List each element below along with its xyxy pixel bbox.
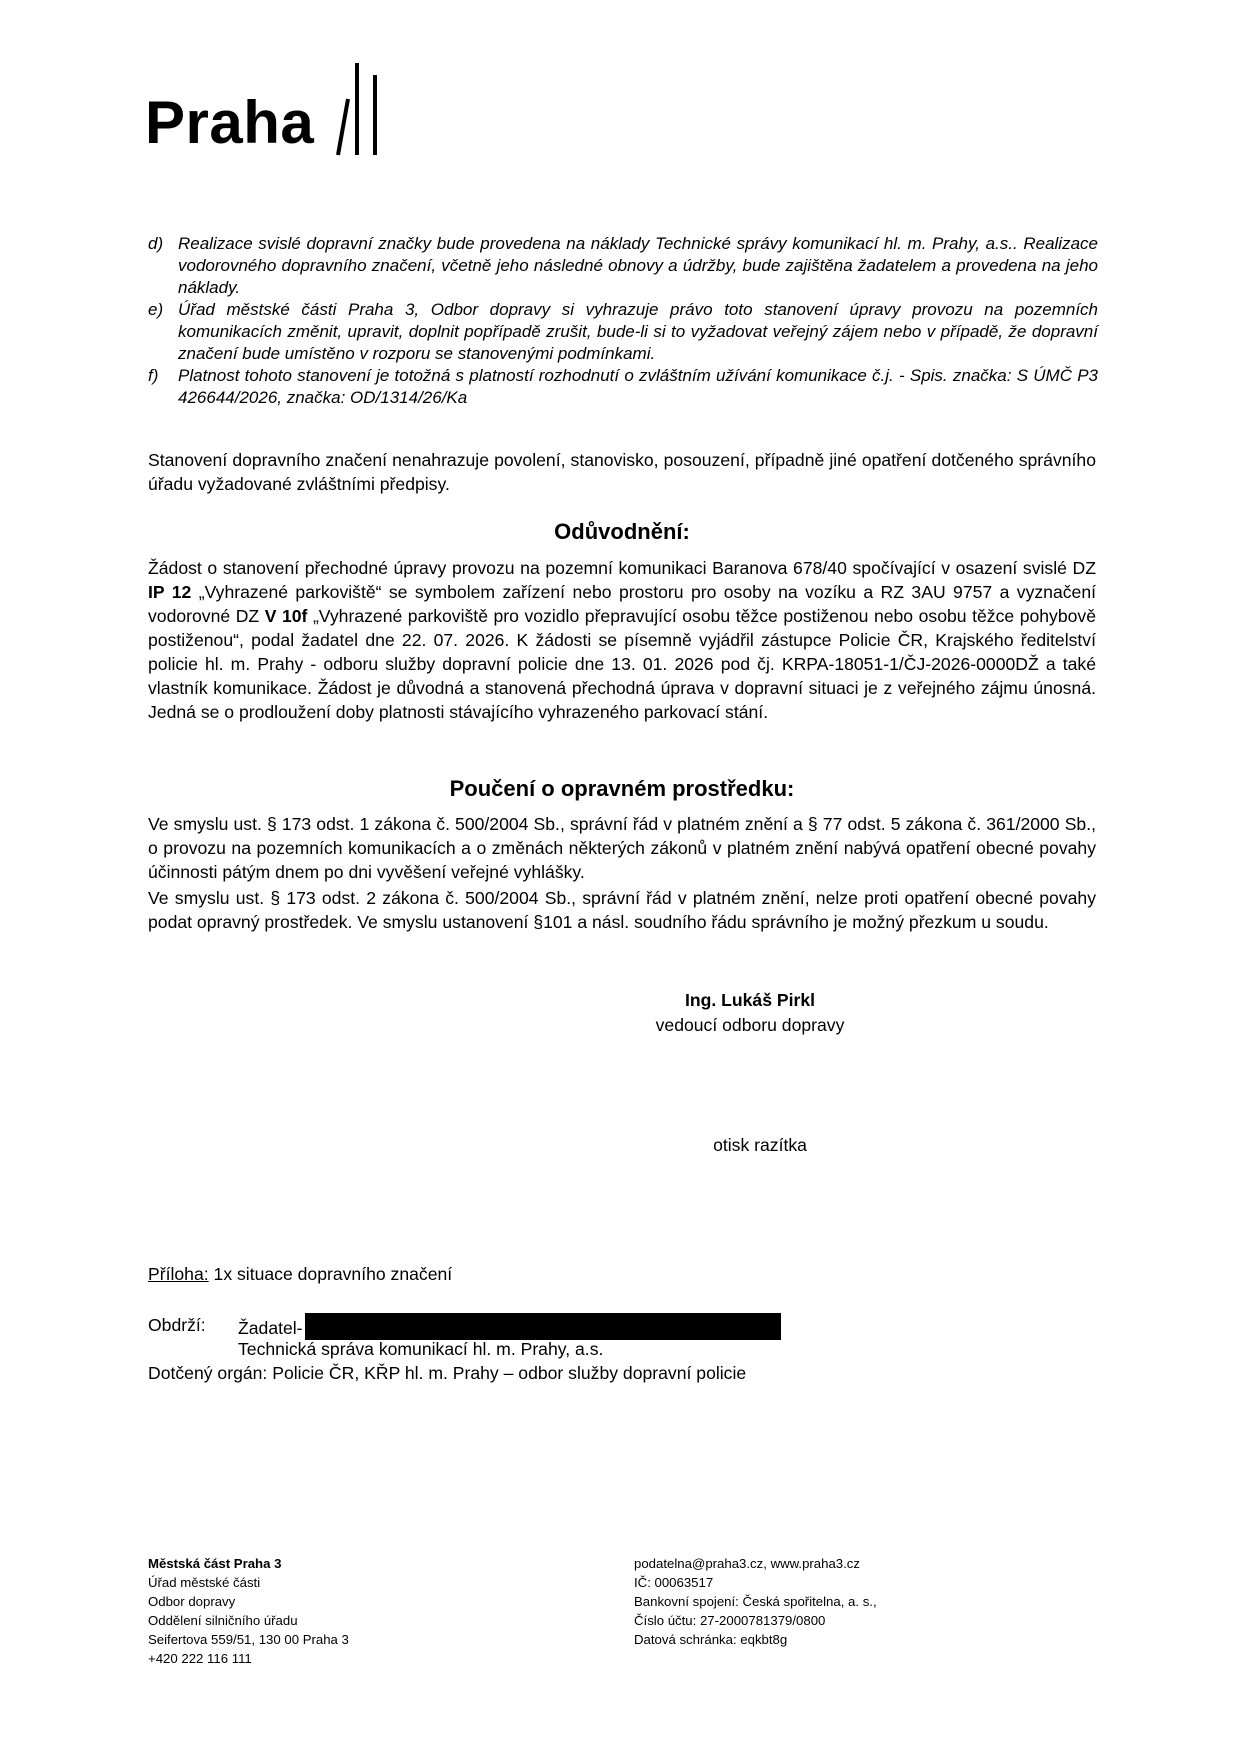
recipient-first: Žadatel- bbox=[238, 1318, 303, 1338]
list-item bbox=[148, 299, 1098, 365]
sign-code: IP 12 bbox=[148, 582, 192, 602]
footer-account: Číslo účtu: 27-2000781379/0800 bbox=[634, 1613, 826, 1628]
appeal-paragraph-2: Ve smyslu ust. § 173 odst. 2 zákona č. 500/2004 Sb., správní řád v platném znění, nelze proti opatření obecné povahy podat opravný prostředek. Ve smyslu ustanovení §101 a násl. soudního řádu správního je možný přezkum u soudu. bbox=[148, 888, 1096, 932]
justification-text: „Vyhrazené parkoviště pro vozidlo přepravující osobu těžce postiženou nebo osobu těžce pohybově postiženou“, podal žadatel dne 22. 07. 2026. K žádosti se písemně vyjádřil zástupce Policie ČR, Krajského ředitelství policie hl. m. Prahy - odboru služby dopravní policie dne 13. 01. 2026 pod čj. KRPA-18051-1/ČJ-2026-0000DŽ a také vlastník komunikace. Žádost je důvodná a stanovená přechodná úprava v dopravní situaci je z veřejného zájmu únosná. Jedná se o prodloužení doby platnosti stávajícího vyhrazeného parkovací stání. bbox=[148, 606, 1096, 722]
appeal-heading: Poučení o opravném prostředku: bbox=[449, 776, 795, 801]
signatory-title: vedoucí odboru dopravy bbox=[655, 1015, 845, 1035]
justification-paragraph bbox=[148, 556, 1096, 724]
stamp-placeholder: otisk razítka bbox=[713, 1135, 807, 1155]
footer-phone: +420 222 116 111 bbox=[148, 1651, 252, 1666]
recipient-applicant bbox=[238, 1313, 781, 1340]
list-text: Úřad městské části Praha 3, Odbor dopravy si vyhrazuje právo toto stanovení úpravy provozu na pozemních komunikacích změnit, upravit, doplnit popřípadě zrušit, bude-li si to vyžadovat veřejný zájem nebo v případě, že dopravní značení bude umístěno v rozporu se stanovenými podmínkami. bbox=[178, 300, 1098, 363]
list-item bbox=[148, 365, 1098, 409]
justification-text: „Vyhrazené parkoviště“ se symbolem zařízení nebo prostoru pro osoby na vozíku a RZ 3AU 9757 a vyznačení vodorovné DZ bbox=[148, 582, 1097, 626]
list-letter: d) bbox=[148, 234, 164, 253]
footer-right bbox=[634, 1554, 877, 1649]
praha-logo bbox=[145, 55, 394, 165]
sign-code: V 10f bbox=[264, 606, 308, 626]
footer-line: Úřad městské části bbox=[148, 1575, 261, 1590]
attachment-line bbox=[148, 1262, 452, 1286]
concerned-value: Policie ČR, KŘP hl. m. Prahy – odbor služby dopravní policie bbox=[272, 1363, 747, 1383]
logo-text: Praha bbox=[145, 89, 315, 156]
footer-line: Oddělení silničního úřadu bbox=[148, 1613, 298, 1628]
list-text: Realizace svislé dopravní značky bude provedena na náklady Technické správy komunikací hl. m. Prahy, a.s.. Realizace vodorovného dopravního značení, včetně jeho následné obnovy a údržby, bude zajištěna žadatelem a provedena na jeho náklady. bbox=[178, 234, 1098, 297]
footer-line: Odbor dopravy bbox=[148, 1594, 236, 1609]
footer-org-name: Městská část Praha 3 bbox=[148, 1556, 282, 1571]
signatory-name: Ing. Lukáš Pirkl bbox=[684, 990, 816, 1010]
logo-bars-icon bbox=[324, 55, 394, 165]
conditions-list bbox=[148, 233, 1098, 409]
recipient-second: Technická správa komunikací hl. m. Prahy, a.s. bbox=[238, 1339, 604, 1359]
footer-ico: IČ: 00063517 bbox=[634, 1575, 714, 1590]
footer-address: Seifertova 559/51, 130 00 Praha 3 bbox=[148, 1632, 349, 1647]
footer-bank: Bankovní spojení: Česká spořitelna, a. s., bbox=[634, 1594, 877, 1609]
concerned-authority bbox=[148, 1361, 746, 1385]
attachment-label: Příloha: bbox=[148, 1264, 209, 1284]
list-text: Platnost tohoto stanovení je totožná s platností rozhodnutí o zvláštním užívání komunikace č.j. - Spis. značka: S ÚMČ P3 426644/2026, značka: OD/1314/26/Ka bbox=[178, 366, 1098, 407]
list-letter: f) bbox=[148, 366, 159, 385]
footer-left bbox=[148, 1554, 349, 1668]
attachment-value: 1x situace dopravního značení bbox=[213, 1264, 453, 1284]
notice-paragraph: Stanovení dopravního značení nenahrazuje povolení, stanovisko, posouzení, případně jiné opatření dotčeného správního úřadu vyžadované zvláštními předpisy. bbox=[148, 450, 1096, 494]
footer-contact: podatelna@praha3.cz, www.praha3.cz bbox=[634, 1556, 860, 1571]
list-letter: e) bbox=[148, 300, 164, 319]
justification-heading: Odůvodnění: bbox=[554, 519, 690, 544]
recipients-label: Obdrží: bbox=[148, 1315, 206, 1335]
list-item bbox=[148, 233, 1098, 299]
concerned-label: Dotčený orgán: bbox=[148, 1363, 268, 1383]
justification-text: Žádost o stanovení přechodné úpravy provozu na pozemní komunikaci Baranova 678/40 spočívající v osazení svislé DZ bbox=[148, 558, 1096, 578]
redaction-bar bbox=[305, 1313, 781, 1340]
appeal-paragraph-1: Ve smyslu ust. § 173 odst. 1 zákona č. 500/2004 Sb., správní řád v platném znění a § 77 odst. 5 zákona č. 361/2000 Sb., o provozu na pozemních komunikacích a o změnách některých zákonů v platném znění nabývá opatření obecné povahy účinnosti pátým dnem po dni vyvěšení veřejné vyhlášky. bbox=[148, 814, 1096, 882]
footer-databox: Datová schránka: eqkbt8g bbox=[634, 1632, 788, 1647]
